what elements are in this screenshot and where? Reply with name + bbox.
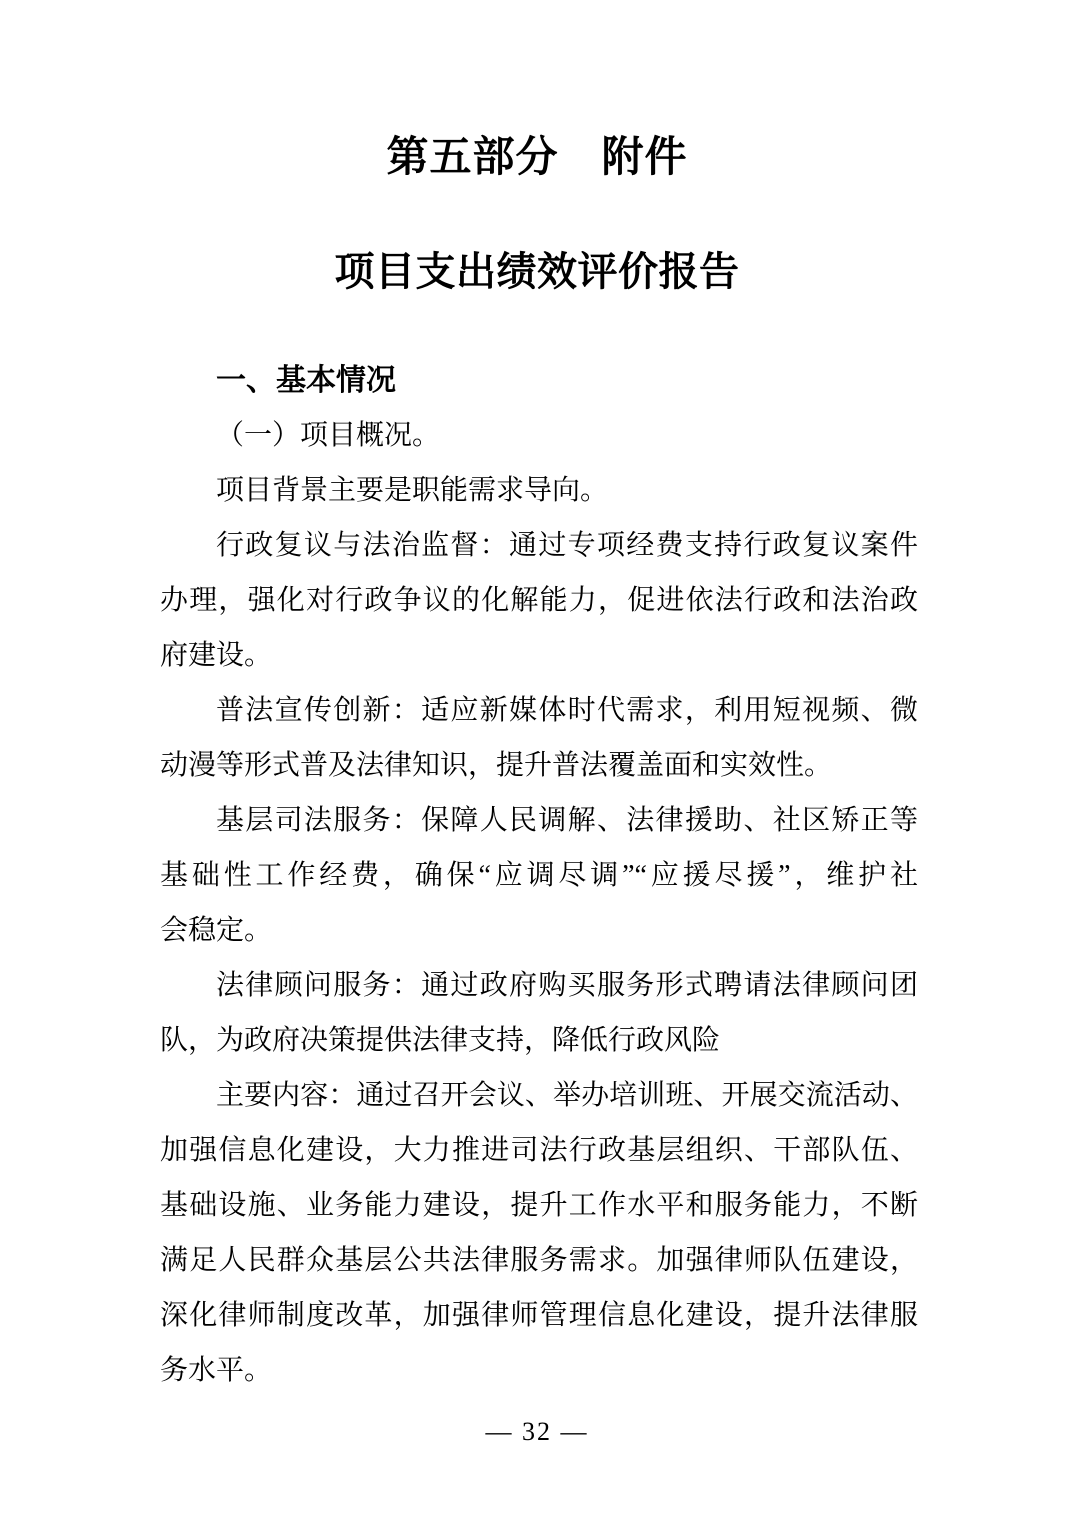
paragraph-line: 法律顾问服务：通过政府购买服务形式聘请法律顾问团 bbox=[216, 970, 918, 1001]
paragraph bbox=[160, 793, 918, 958]
document-body bbox=[160, 353, 918, 1398]
paragraph bbox=[160, 518, 918, 683]
paragraph-line: 基层司法服务：保障人民调解、法律援助、社区矫正等 bbox=[216, 805, 918, 836]
document-title: 项目支出绩效评价报告 bbox=[334, 249, 740, 294]
paragraph-line: 基础设施、业务能力建设，提升工作水平和服务能力，不断 bbox=[160, 1190, 918, 1221]
paragraph-line: 加强信息化建设，大力推进司法行政基层组织、干部队伍、 bbox=[160, 1135, 918, 1166]
document-part-title: 第五部分 附件 bbox=[386, 135, 688, 181]
paragraph-line: 深化律师制度改革，加强律师管理信息化建设，提升法律服 bbox=[160, 1300, 918, 1331]
paragraph-line: 满足人民群众基层公共法律服务需求。加强律师队伍建设， bbox=[160, 1245, 918, 1276]
paragraph bbox=[160, 1068, 918, 1398]
paragraph-line: 会稳定。 bbox=[160, 915, 273, 946]
paragraph-line: 务水平。 bbox=[160, 1355, 273, 1386]
paragraph bbox=[160, 683, 918, 793]
paragraph-line: 动漫等形式普及法律知识，提升普法覆盖面和实效性。 bbox=[160, 750, 833, 781]
paragraph bbox=[160, 958, 918, 1068]
paragraph bbox=[160, 463, 918, 518]
paragraph-line: 行政复议与法治监督：通过专项经费支持行政复议案件 bbox=[216, 530, 918, 561]
paragraph-line: （一）项目概况。 bbox=[216, 420, 441, 451]
paragraph-line: 府建设。 bbox=[160, 640, 273, 671]
paragraph-line: 主要内容：通过召开会议、举办培训班、开展交流活动、 bbox=[216, 1080, 918, 1111]
paragraph-line: 办理，强化对行政争议的化解能力，促进依法行政和法治政 bbox=[160, 585, 918, 616]
paragraph bbox=[160, 408, 918, 463]
paragraph-line: 普法宣传创新：适应新媒体时代需求，利用短视频、微 bbox=[216, 695, 918, 726]
paragraph-line: 队，为政府决策提供法律支持，降低行政风险 bbox=[160, 1025, 721, 1056]
page-number: — 32 — bbox=[485, 1417, 589, 1446]
paragraph-line: 基础性工作经费，确保“应调尽调”“应援尽援”，维护社 bbox=[160, 860, 918, 891]
paragraph-line: 项目背景主要是职能需求导向。 bbox=[216, 475, 609, 506]
paragraph-container bbox=[160, 408, 918, 1398]
section-heading: 一、基本情况 bbox=[216, 364, 396, 397]
